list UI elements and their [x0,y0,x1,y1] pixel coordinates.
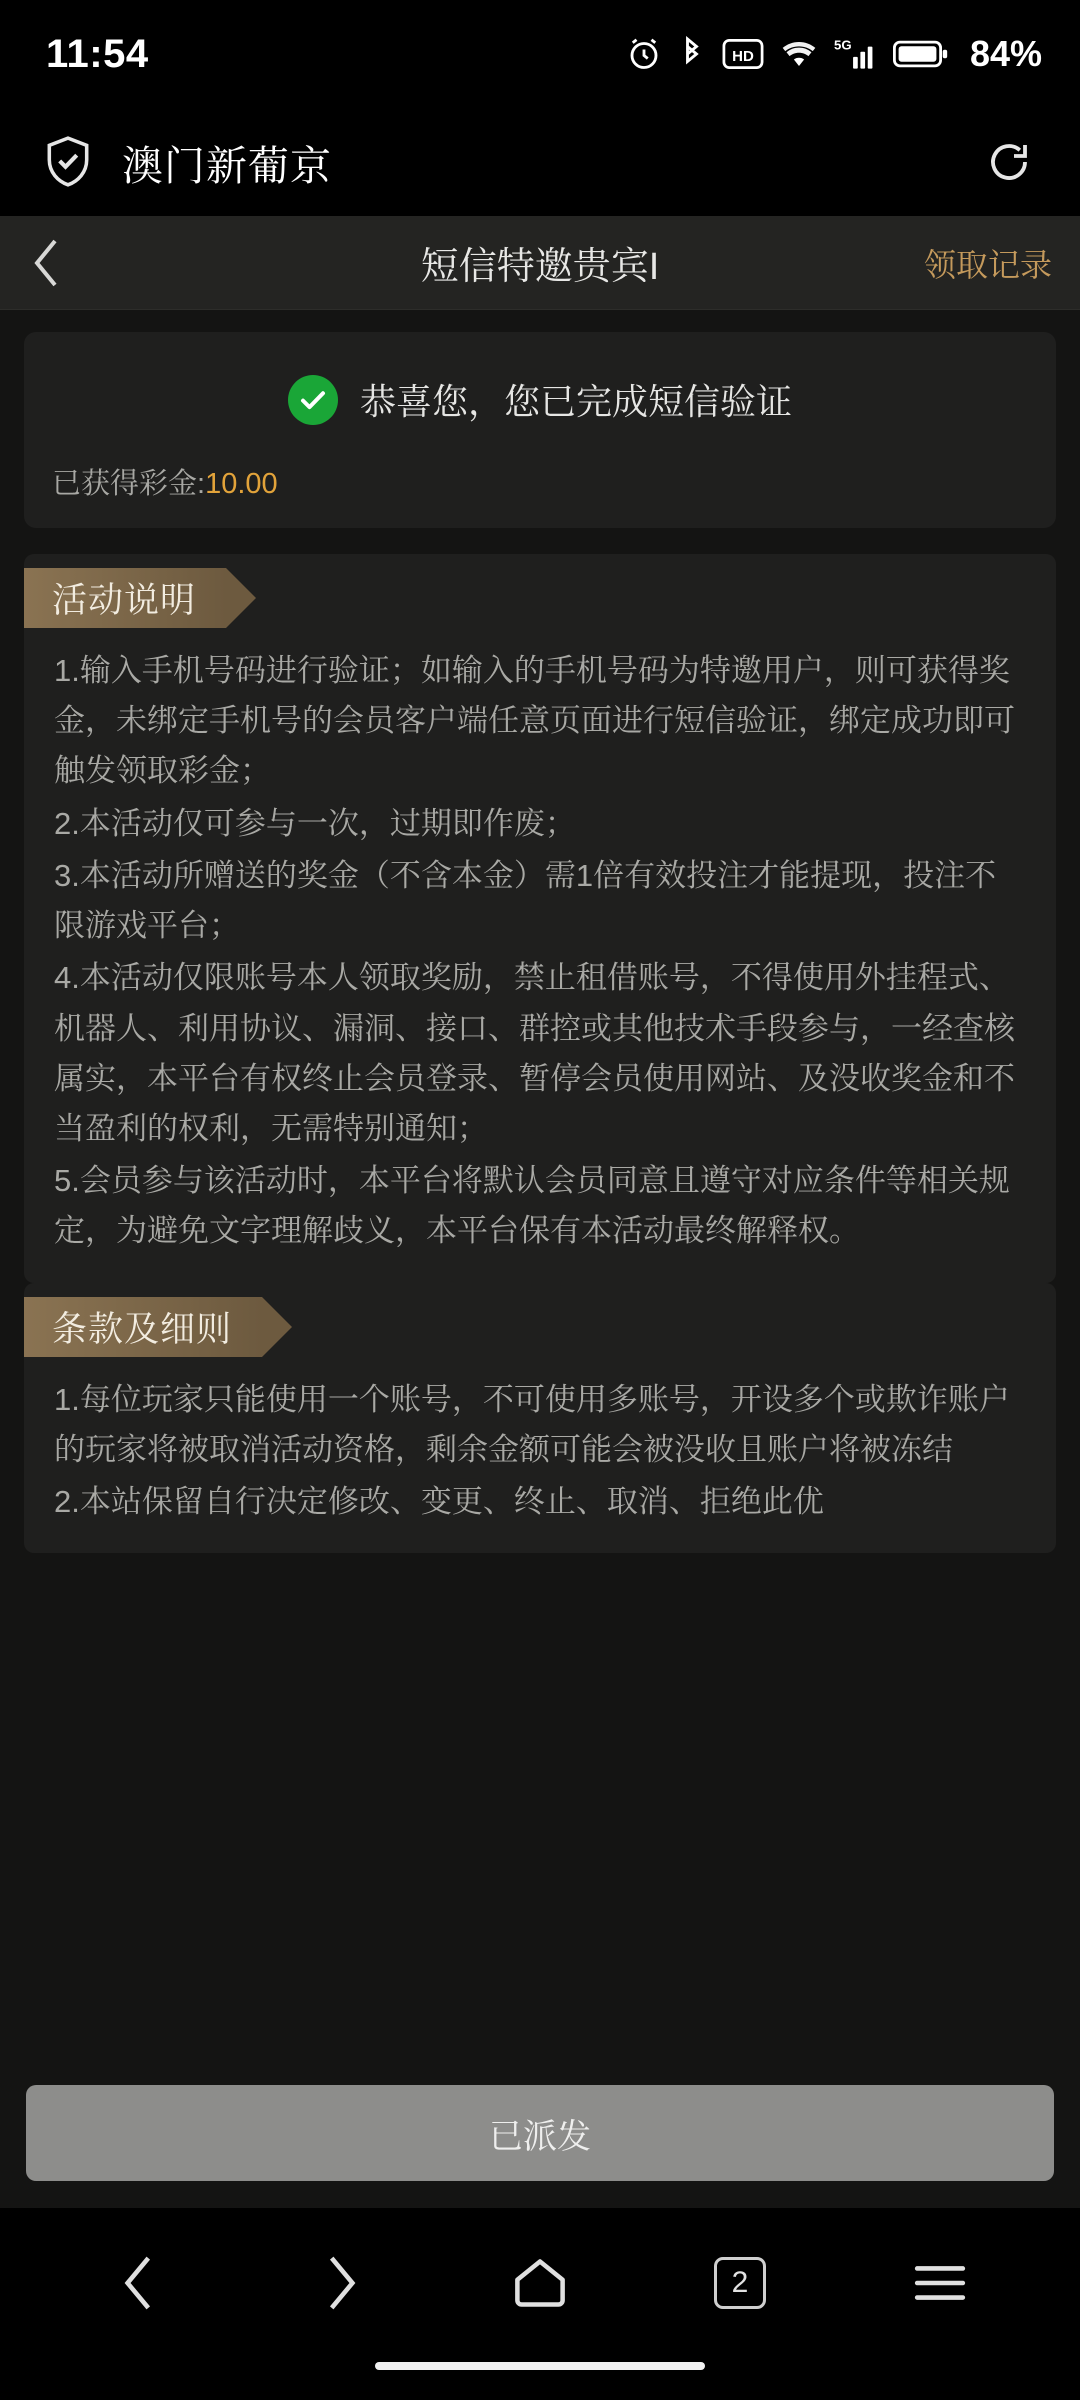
gesture-area [0,2358,1080,2400]
site-title: 澳门新葡京 [122,142,332,189]
wifi-icon [779,38,819,70]
check-circle-icon [288,375,338,425]
gesture-bar[interactable] [375,2362,705,2370]
browser-nav-bar [0,2208,1080,2358]
page-content[interactable] [0,310,1080,2058]
section-body-terms [24,1361,1056,1548]
rule-paragraph: 5.会员参与该活动时，本平台将默认会员同意且遵守对应条件等相关规定，为避免文字理解歧义，本平台保有本活动最终解释权。 [54,1163,1010,1249]
page-header [0,216,1080,310]
tab-count-label: 2 [714,2257,766,2309]
battery-icon [893,39,949,69]
browser-title-bar [0,108,1080,216]
section-activity-rules [24,554,1056,1283]
section-banner-wrap-1 [24,1283,1056,1357]
rule-paragraph: 3.本活动所赠送的奖金（不含本金）需1倍有效投注才能提现，投注不限游戏平台； [54,857,997,944]
section-body-activity-rules [24,632,1056,1277]
alarm-icon [626,36,662,72]
status-time: 11:54 [46,31,149,76]
nav-home-icon[interactable] [485,2238,595,2328]
svg-text:5G: 5G [833,37,852,53]
terms-paragraph: 2.本站保留自行决定修改、变更、终止、取消、拒绝此优 [54,1484,824,1520]
amount-value: 10.00 [205,468,278,500]
dispatched-button[interactable]: 已派发 [26,2085,1054,2181]
svg-text:HD: HD [732,47,754,65]
section-banner-wrap-0 [24,554,1056,628]
success-message: 恭喜您，您已完成短信验证 [359,381,792,422]
amount-row [52,461,1028,502]
terms-paragraph: 1.每位玩家只能使用一个账号，不可使用多账号，开设多个或欺诈账户的玩家将被取消活动资格，剩余金额可能会被没收且账户将被冻结 [54,1381,1010,1467]
section-banner-activity-rules: 活动说明 [24,568,226,628]
signal-5g-icon [834,36,878,72]
bluetooth-icon [677,36,707,72]
rule-paragraph: 2.本活动仅可参与一次，过期即作废； [54,805,576,841]
status-bar [0,0,1080,108]
chevron-left-icon[interactable] [30,237,90,289]
reload-icon[interactable] [982,138,1036,186]
hd-icon [722,39,764,69]
status-icon-group [626,33,1042,75]
page-title: 短信特邀贵宾I [420,246,660,288]
rule-paragraph: 4.本活动仅限账号本人领取奖励，禁止租借账号，不得使用外挂程式、机器人、利用协议、漏洞、接口、群控或其他技术手段参与，一经查核属实，本平台有权终止会员登录、暂停会员使用网站、及没收奖金和不当盈利的权利，无需特别通知； [54,960,1015,1146]
amount-label: 已获得彩金: [52,468,206,500]
scroll-fade [0,2018,1080,2058]
rule-paragraph: 1.输入手机号码进行验证；如输入的手机号码为特邀用户，则可获得奖金，未绑定手机号的会员客户端任意页面进行短信验证，绑定成功即可触发领取彩金； [54,653,1015,789]
battery-percent: 84% [969,33,1042,74]
nav-forward-icon[interactable] [285,2238,395,2328]
nav-menu-icon[interactable] [885,2238,995,2328]
nav-tabs-button[interactable] [685,2238,795,2328]
status-card [24,332,1056,528]
nav-back-icon[interactable] [85,2238,195,2328]
claim-records-link[interactable]: 领取记录 [923,246,1052,283]
success-row [52,374,1028,425]
cta-area [0,2058,1080,2208]
shield-check-icon[interactable] [40,135,96,189]
section-terms-and-conditions [24,1283,1056,1554]
section-banner-terms: 条款及细则 [24,1297,262,1357]
